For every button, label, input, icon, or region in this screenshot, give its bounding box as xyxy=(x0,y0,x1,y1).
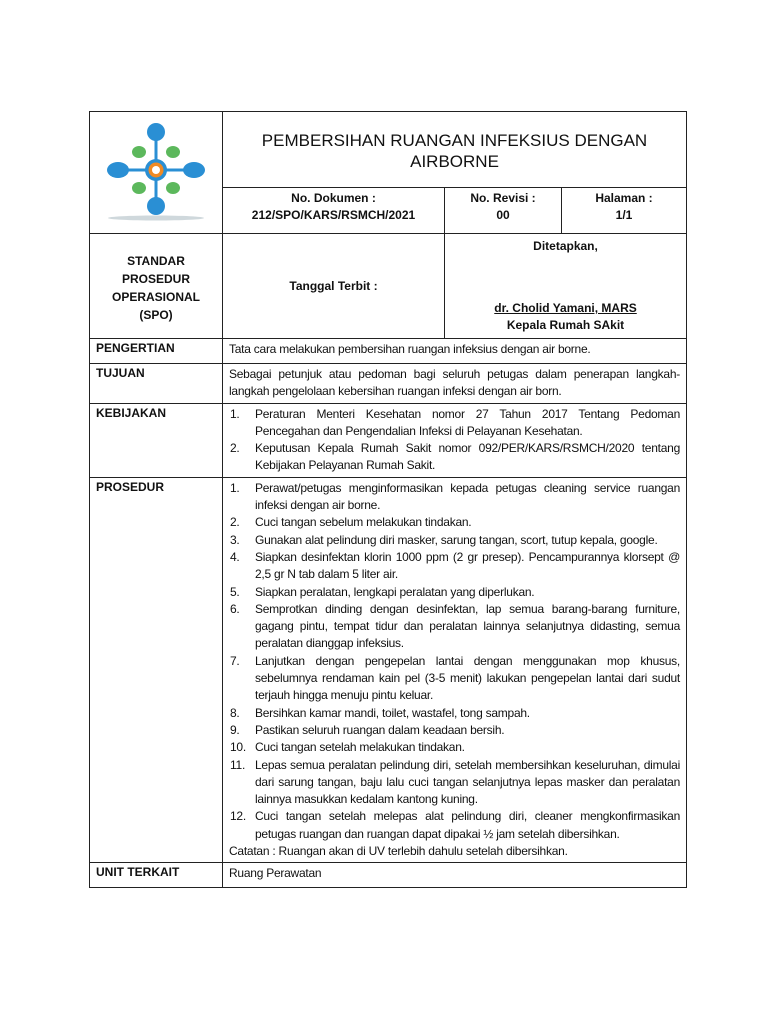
pengertian-text: Tata cara melakukan pembersihan ruangan infeksius dengan air borne. xyxy=(223,339,687,364)
list-item xyxy=(229,480,680,515)
document-title: PEMBERSIHAN RUANGAN INFEKSIUS DENGAN AIRBORNE xyxy=(223,112,687,188)
list-item xyxy=(229,440,680,475)
list-item-number: 11. xyxy=(230,757,246,772)
list-item xyxy=(229,549,680,584)
list-item xyxy=(229,406,680,441)
approval-cell xyxy=(445,234,687,339)
list-item xyxy=(229,532,680,549)
spo-title-cell xyxy=(90,234,223,339)
list-item xyxy=(229,601,680,653)
list-item-text: Bersihkan kamar mandi, toilet, wastafel, tong sampah. xyxy=(255,705,530,720)
page-cell xyxy=(562,188,687,234)
spo-line-abbr: (SPO) xyxy=(139,308,173,322)
list-item xyxy=(229,705,680,722)
prosedur-label: PROSEDUR xyxy=(90,477,223,863)
page-label: Halaman : xyxy=(595,191,653,205)
revision-cell xyxy=(445,188,562,234)
hospital-logo-icon xyxy=(101,118,211,222)
spo-table xyxy=(89,111,687,888)
page-value: 1/1 xyxy=(615,208,633,222)
kebijakan-list xyxy=(229,406,680,475)
list-item-number: 5. xyxy=(230,584,240,599)
tujuan-label: TUJUAN xyxy=(90,364,223,404)
unit-text: Ruang Perawatan xyxy=(223,863,687,888)
list-item-text: Perawat/petugas menginformasikan kepada petugas cleaning service ruangan infeksi dengan air borne. xyxy=(255,480,681,513)
tujuan-text: Sebagai petunjuk atau pedoman bagi seluruh petugas dalam penerapan langkah-langkah pengelolaan kebersihan ruangan infeksi dengan air born. xyxy=(223,364,687,404)
doc-number-cell xyxy=(223,188,445,234)
unit-label: UNIT TERKAIT xyxy=(90,863,223,888)
list-item-text: Peraturan Menteri Kesehatan nomor 27 Tahun 2017 Tentang Pedoman Pencegahan dan Pengendalian Infeksi di Pelayanan Kesehatan. xyxy=(255,406,681,438)
list-item-number: 8. xyxy=(230,705,240,720)
list-item xyxy=(229,757,680,809)
issue-date-cell xyxy=(223,234,445,339)
list-item-text: Pastikan seluruh ruangan dalam keadaan bersih. xyxy=(255,722,505,737)
list-item-text: Gunakan alat pelindung diri masker, sarung tangan, scort, tutup kepala, google. xyxy=(255,532,658,547)
list-item xyxy=(229,722,680,739)
list-item-text: Keputusan Kepala Rumah Sakit nomor 092/PER/KARS/RSMCH/2020 tentang Kebijakan Pelayanan Rumah Sakit. xyxy=(255,441,681,473)
kebijakan-label: KEBIJAKAN xyxy=(90,403,223,477)
doc-number-value: 212/SPO/KARS/RSMCH/2021 xyxy=(251,208,416,222)
approved-label: Ditetapkan, xyxy=(533,239,598,253)
revision-value: 00 xyxy=(496,208,510,222)
signer-name: dr. Cholid Yamani, MARS xyxy=(494,301,637,315)
logo-cell xyxy=(90,112,223,234)
list-item xyxy=(229,653,680,705)
kebijakan-content xyxy=(223,403,687,477)
list-item-text: Lepas semua peralatan pelindung diri, setelah membersihkan keseluruhan, dimulai dari sarung tangan, baju lalu cuci tangan selanjutnya lepas masker dan peralatan lainnya masukkan kedalam kantong kuning. xyxy=(255,757,681,807)
prosedur-content xyxy=(223,477,687,863)
prosedur-list xyxy=(229,480,680,843)
spo-line-prosedur: PROSEDUR xyxy=(121,272,190,286)
list-item xyxy=(229,739,680,756)
catatan-note: Catatan : Ruangan akan di UV terlebih dahulu setelah dibersihkan. xyxy=(229,844,568,859)
revision-label: No. Revisi : xyxy=(470,191,536,205)
list-item xyxy=(229,808,680,843)
spo-document xyxy=(89,111,686,888)
doc-number-label: No. Dokumen : xyxy=(291,191,376,205)
spo-line-standar: STANDAR xyxy=(127,254,185,268)
spo-line-operasional: OPERASIONAL xyxy=(111,290,200,304)
list-item-number: 2. xyxy=(230,441,240,456)
list-item-number: 9. xyxy=(230,722,240,737)
list-item-number: 7. xyxy=(230,653,240,668)
list-item-text: Cuci tangan setelah melakukan tindakan. xyxy=(255,740,465,755)
list-item-number: 6. xyxy=(230,601,240,616)
list-item-number: 12. xyxy=(230,809,246,824)
list-item-number: 1. xyxy=(230,406,240,421)
list-item-number: 1. xyxy=(230,480,240,495)
list-item-number: 3. xyxy=(230,532,240,547)
list-item-number: 4. xyxy=(230,549,240,564)
issue-date-label: Tanggal Terbit : xyxy=(289,278,378,293)
list-item xyxy=(229,514,680,531)
list-item-text: Semprotkan dinding dengan desinfektan, lap semua barang-barang furniture, gagang pintu, tempat tidur dan peralatan lainnya selanjutnya didasting, semua peralatan dianggap infeksius. xyxy=(255,601,681,651)
list-item-text: Siapkan desinfektan klorin 1000 ppm (2 gr presep). Pencampurannya klorsept @ 2,5 gr N tab dalam 5 liter air. xyxy=(255,549,681,582)
list-item-number: 10. xyxy=(230,740,246,755)
list-item-text: Cuci tangan setelah melepas alat pelindung diri, cleaner mengkonfirmasikan petugas ruangan dan ruangan dapat dipakai ½ jam setelah dibersihkan. xyxy=(255,809,681,841)
list-item xyxy=(229,584,680,601)
list-item-text: Siapkan peralatan, lengkapi peralatan yang diperlukan. xyxy=(255,584,535,599)
list-item-text: Lanjutkan dengan pengepelan lantai dengan menggunakan mop khusus, sebelumnya rendaman kain pel (3-5 menit) lakukan pengepelan lantai dari sudut terjauh hingga menuju pintu keluar. xyxy=(255,653,681,703)
list-item-text: Cuci tangan sebelum melakukan tindakan. xyxy=(255,515,472,530)
signer-title: Kepala Rumah SAkit xyxy=(506,318,625,332)
list-item-number: 2. xyxy=(230,515,240,530)
pengertian-label: PENGERTIAN xyxy=(90,339,223,364)
